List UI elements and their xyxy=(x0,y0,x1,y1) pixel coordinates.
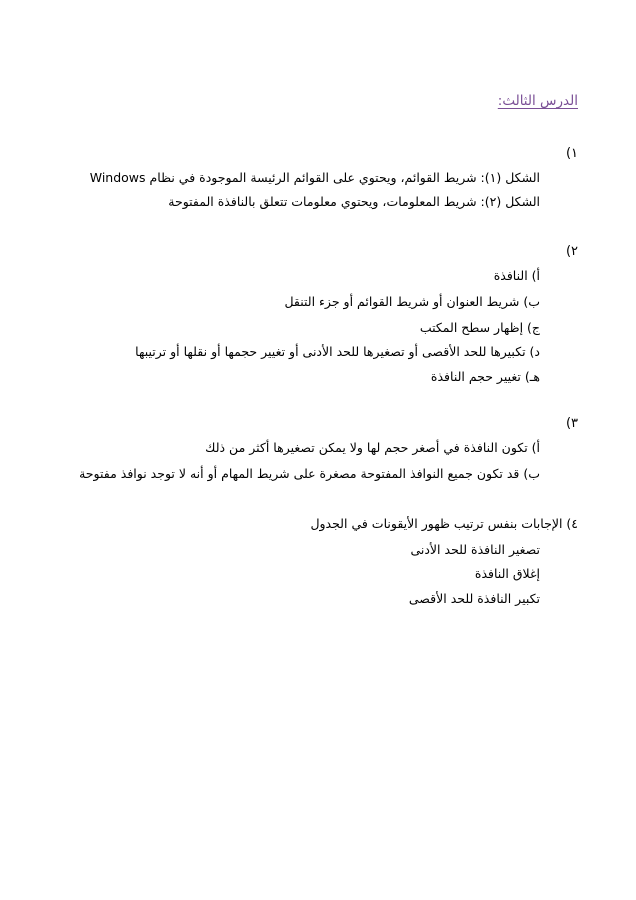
lesson-title: الدرس الثالث: xyxy=(497,93,578,109)
section-1-number: ١) xyxy=(565,146,578,161)
section-3-item-b: ب) قد تكون جميع النوافذ المفتوحة مصغرة على شريط المهام أو أنه لا توجد نوافذ مفتوحة xyxy=(79,466,540,481)
section-4-item-2: إغلاق النافذة xyxy=(474,566,540,581)
section-1-line-2: الشكل (٢): شريط المعلومات، ويحتوي معلومات تتعلق بالنافذة المفتوحة xyxy=(168,194,540,209)
section-3-number: ٣) xyxy=(565,416,578,431)
section-1-line-1: الشكل (١): شريط القوائم، ويحتوي على القوائم الرئيسة الموجودة في نظام Windows xyxy=(89,170,540,185)
section-2-number: ٢) xyxy=(565,244,578,259)
section-4-heading: ٤) الإجابات بنفس ترتيب ظهور الأيقونات في الجدول xyxy=(310,516,578,531)
section-4-item-3: تكبير النافذة للحد الأقصى xyxy=(408,591,540,606)
section-2-item-b: ب) شريط العنوان أو شريط القوائم أو جزء التنقل xyxy=(284,294,540,309)
section-4-item-1: تصغير النافذة للحد الأدنى xyxy=(410,542,540,557)
section-2-item-d: د) تكبيرها للحد الأقصى أو تصغيرها للحد الأدنى أو تغيير حجمها أو نقلها أو ترتيبها xyxy=(135,344,540,359)
section-2-item-e: هـ) تغيير حجم النافذة xyxy=(430,369,540,384)
section-2-item-c: ج) إظهار سطح المكتب xyxy=(419,320,540,335)
section-2-item-a: أ) النافذة xyxy=(493,268,540,283)
section-3-item-a: أ) تكون النافذة في أصغر حجم لها ولا يمكن تصغيرها أكثر من ذلك xyxy=(205,440,540,455)
